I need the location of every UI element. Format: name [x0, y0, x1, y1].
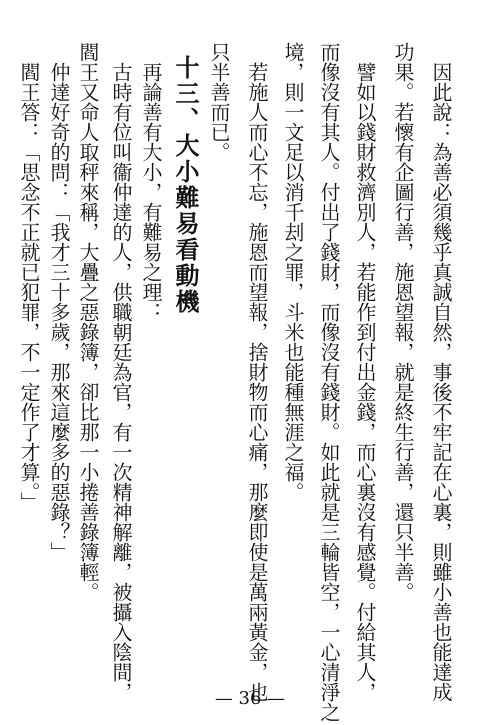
- upper-line-4: 而像沒有其人。付出了錢財，而像沒有錢財。如此就是三輪皆空，一心清淨之: [317, 42, 341, 722]
- section-title: 十三、大小難易看動機: [171, 55, 199, 315]
- upper-line-5: 境，則一文足以消千刦之罪，斗米也能種無涯之福。: [281, 42, 305, 502]
- lower-line-1: 再論善有大小，有難易之理：: [139, 62, 163, 322]
- lower-line-2: 古時有位叫衞仲達的人，供職朝廷為官，有一次精神解離，被攝入陰間，: [109, 62, 133, 702]
- lower-line-4: 仲達好奇的問：「我才三十多歲，那來這麼多的惡錄？」: [47, 62, 71, 562]
- upper-line-6: 若施人而心不忘，施恩而望報，捨財物而心痛，那麼即使是萬兩黃金，也: [245, 62, 269, 702]
- upper-line-2: 功果。若懷有企圖行善，施恩望報，就是終生行善，還只半善。: [391, 42, 415, 602]
- lower-line-5: 閻王答：「思念不正就已犯罪，不一定作了才算。」: [17, 62, 41, 512]
- upper-line-1: 因此說：為善必須幾乎真誠自然，事後不牢記在心裏，則雖小善也能達成: [429, 62, 453, 702]
- upper-line-7: 只半善而已。: [207, 42, 231, 162]
- page-number: — 36 —: [214, 688, 286, 709]
- lower-line-3: 閻王又命人取秤來稱，大疊之惡錄簿，卻比那一小捲善錄簿輕。: [76, 42, 100, 602]
- upper-line-3: 譬如以錢財救濟別人，若能作到付出金錢，而心裏沒有感覺。付給其人，: [353, 62, 377, 702]
